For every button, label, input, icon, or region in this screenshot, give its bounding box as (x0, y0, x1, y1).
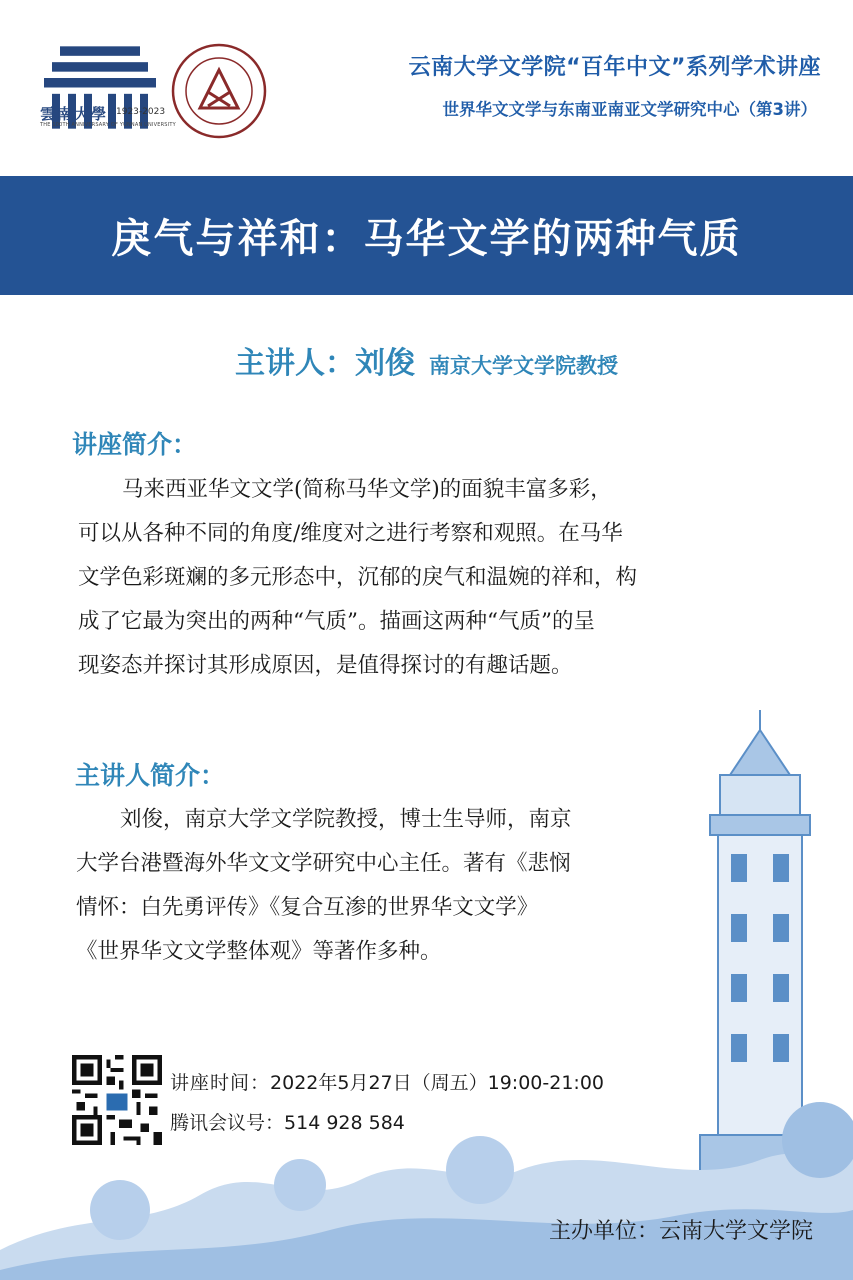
lecture-time-label: 讲座时间： (170, 1072, 271, 1094)
series-title: 云南大学文学院“百年中文”系列学术讲座 (408, 55, 821, 80)
school-seal-icon (170, 42, 268, 140)
bio-line: 大学台港暨海外华文文学研究中心主任。著有《悲悯 (76, 851, 571, 876)
university-logo (38, 40, 176, 135)
university-logo-years: 1923-2023 (116, 107, 166, 117)
intro-line: 现姿态并探讨其形成原因，是值得探讨的有趣话题。 (78, 653, 573, 678)
bio-line: 情怀：白先勇评传》《复合互渗的世界华文文学》 (76, 895, 539, 920)
meeting-number-label: 腾讯会议号： (170, 1112, 285, 1134)
intro-paragraph (78, 468, 793, 688)
university-logo-name: 雲南大學 (40, 105, 109, 123)
bio-heading: 主讲人简介： (75, 761, 226, 790)
meeting-number-value: 514 928 584 (284, 1112, 405, 1134)
intro-line: 成了它最为突出的两种“气质”。描画这两种“气质”的呈 (78, 609, 595, 634)
university-logo-anniversary: THE 100TH ANNIVERSARY OF YUNNAN UNIVERSITY (40, 122, 176, 128)
intro-line: 文学色彩斑斓的多元形态中，沉郁的戾气和温婉的祥和，构 (78, 565, 638, 590)
lecture-time (170, 1068, 604, 1095)
bio-line: 《世界华文文学整体观》等著作多种。 (76, 939, 442, 964)
speaker-line (0, 338, 853, 382)
bio-paragraph (76, 798, 716, 974)
lecture-title: 戾气与祥和：马华文学的两种气质 (111, 216, 742, 262)
bio-line: 刘俊，南京大学文学院教授，博士生导师，南京 (120, 807, 572, 832)
lecture-time-value: 2022年5月27日（周五）19:00-21:00 (270, 1072, 605, 1094)
intro-line: 可以从各种不同的角度/维度对之进行考察和观照。在马华 (78, 521, 623, 546)
meeting-number (170, 1108, 405, 1135)
speaker-affiliation: 南京大学文学院教授 (429, 354, 618, 378)
school-seal-logo (170, 42, 268, 140)
speaker-name: 主讲人：刘俊 (235, 346, 415, 381)
qr-code-icon (72, 1055, 162, 1145)
qr-code[interactable] (72, 1055, 162, 1145)
series-subtitle: 世界华文文学与东南亚南亚文学研究中心（第3讲） (442, 100, 817, 119)
intro-heading: 讲座简介： (72, 430, 198, 459)
host-organizer: 主办单位：云南大学文学院 (548, 1219, 813, 1244)
intro-line: 马来西亚华文文学(简称马华文学)的面貌丰富多彩， (122, 477, 612, 502)
